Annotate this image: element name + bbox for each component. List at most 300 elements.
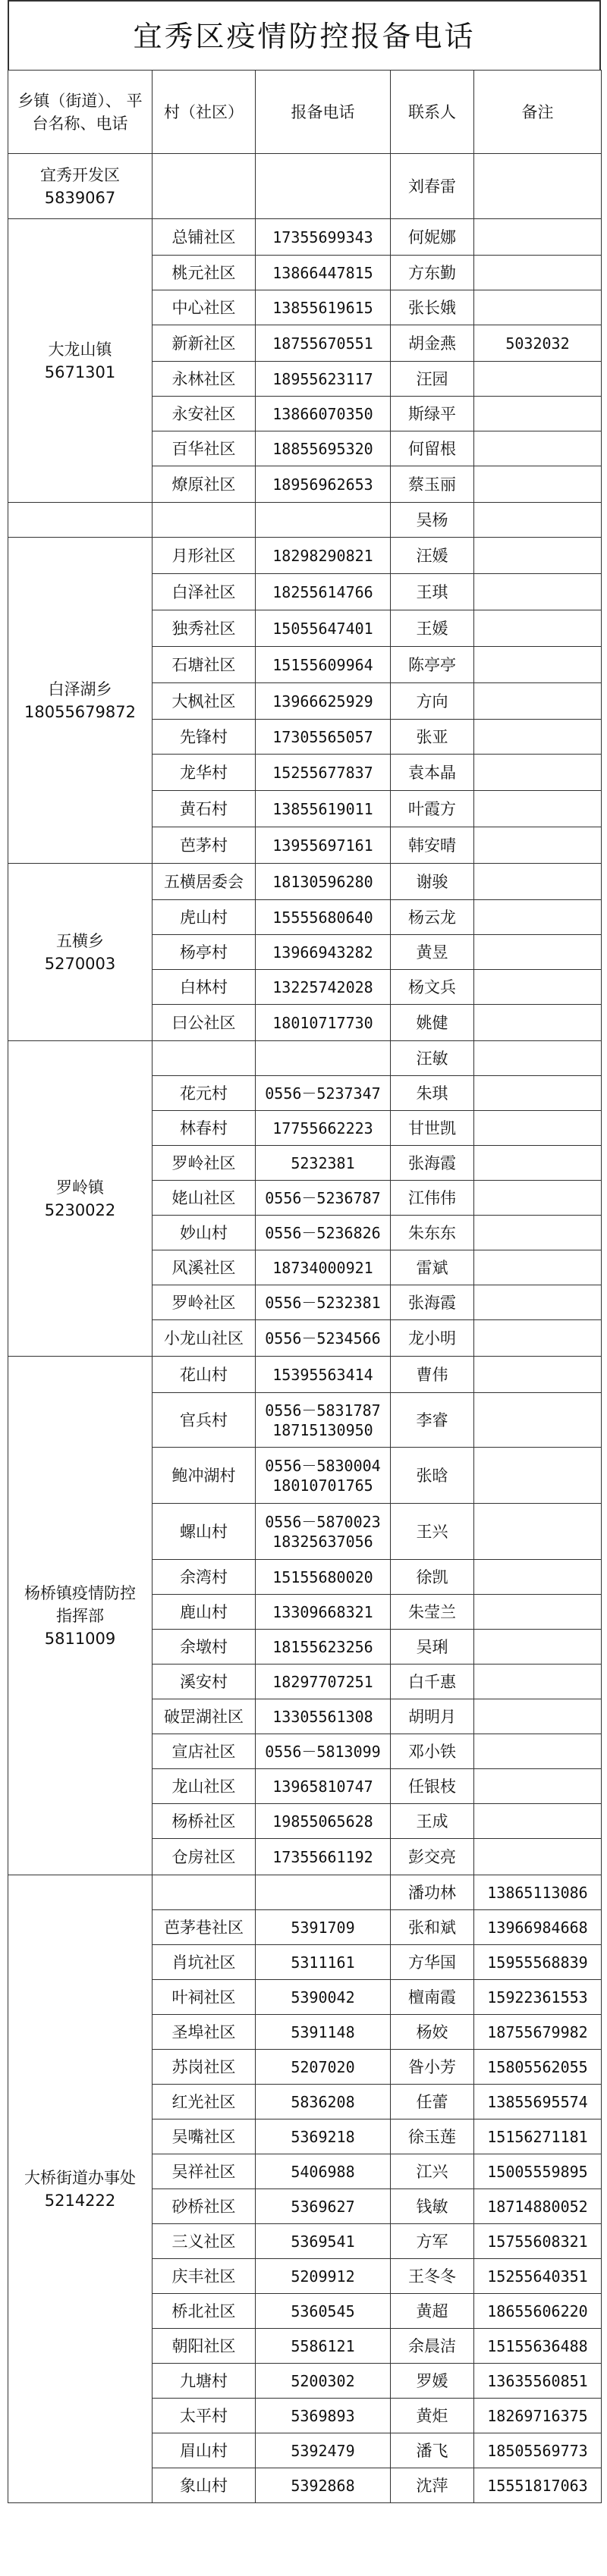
village-cell: 大枫社区	[153, 683, 256, 720]
phone-cell: 0556－5813099	[256, 1734, 391, 1769]
contact-cell: 汪园	[391, 362, 474, 397]
village-cell: 罗岭社区	[153, 1285, 256, 1320]
remark-cell: 15755608321	[474, 2224, 602, 2259]
header-town-line1: 乡镇（街道）、	[17, 91, 121, 110]
phone-line: 18325637056	[272, 1532, 373, 1551]
village-cell: 螺山村	[153, 1504, 256, 1560]
village-cell: 九塘村	[153, 2364, 256, 2399]
phone-cell: 15255677837	[256, 755, 391, 791]
dev-zone-cell	[8, 154, 153, 219]
phone-line: 0556－5870023	[265, 1512, 381, 1531]
phone-cell: 18155623256	[256, 1630, 391, 1665]
phone-cell: 18255614766	[256, 574, 391, 610]
table-row	[8, 1041, 602, 1076]
phone-cell: 0556－5236826	[256, 1216, 391, 1250]
contact-cell: 潘功林	[391, 1875, 474, 1910]
village-cell: 石塘社区	[153, 647, 256, 683]
contact-cell: 方向	[391, 683, 474, 720]
contact-cell: 胡金燕	[391, 325, 474, 362]
village-cell: 杨桥社区	[153, 1804, 256, 1839]
phone-cell: 13866447815	[256, 256, 391, 290]
contact-cell: 姚健	[391, 1005, 474, 1041]
contact-cell: 斯绿平	[391, 397, 474, 431]
contact-cell: 张长娥	[391, 290, 474, 325]
table-row	[8, 864, 602, 900]
header-remark: 备注	[474, 71, 602, 154]
remark-cell	[474, 219, 602, 256]
remark-cell: 18269716375	[474, 2399, 602, 2433]
contact-cell: 余晨洁	[391, 2329, 474, 2364]
remark-cell	[474, 256, 602, 290]
remark-cell	[474, 574, 602, 610]
table-body	[8, 219, 602, 2503]
village-cell: 象山村	[153, 2468, 256, 2503]
phone-cell: 13225742028	[256, 970, 391, 1005]
village-cell: 五横居委会	[153, 864, 256, 900]
remark-cell	[474, 1111, 602, 1146]
contact-cell: 朱东东	[391, 1216, 474, 1250]
remark-cell	[474, 290, 602, 325]
remark-cell	[474, 1005, 602, 1041]
contact-cell: 彭交亮	[391, 1839, 474, 1875]
dev-zone-row	[8, 154, 602, 219]
remark-cell	[474, 1804, 602, 1839]
remark-cell: 13865113086	[474, 1875, 602, 1910]
phone-line: 0556－5830004	[265, 1456, 381, 1475]
remark-cell	[474, 755, 602, 791]
phone-cell: 18734000921	[256, 1250, 391, 1285]
contact-cell: 方东勤	[391, 256, 474, 290]
phone-cell	[256, 1041, 391, 1076]
contact-cell: 杨姣	[391, 2015, 474, 2050]
village-cell: 吴嘴社区	[153, 2119, 256, 2154]
village-cell: 眉山村	[153, 2433, 256, 2468]
village-cell: 圣埠社区	[153, 2015, 256, 2050]
village-cell: 永安社区	[153, 397, 256, 431]
phone-cell: 5390042	[256, 1980, 391, 2015]
phone-cell: 5232381	[256, 1146, 391, 1181]
remark-cell: 15005559895	[474, 2154, 602, 2189]
village-cell: 叶祠社区	[153, 1980, 256, 2015]
phone-cell: 15555680640	[256, 900, 391, 935]
village-cell: 吴祥社区	[153, 2154, 256, 2189]
village-cell: 宣店社区	[153, 1734, 256, 1769]
village-cell: 永林社区	[153, 362, 256, 397]
village-cell: 三义社区	[153, 2224, 256, 2259]
contact-cell: 江兴	[391, 2154, 474, 2189]
contact-cell: 胡明月	[391, 1699, 474, 1734]
contact-cell: 杨文兵	[391, 970, 474, 1005]
contact-cell: 王成	[391, 1804, 474, 1839]
remark-cell: 15156271181	[474, 2119, 602, 2154]
remark-cell: 18755679982	[474, 2015, 602, 2050]
town-name-line: 大龙山镇	[48, 340, 112, 359]
town-name-line: 5230022	[44, 1200, 116, 1219]
village-cell: 花山村	[153, 1357, 256, 1393]
contact-cell: 吴杨	[391, 503, 474, 538]
table-row	[8, 538, 602, 574]
phone-cell: 0556－5236787	[256, 1181, 391, 1216]
village-cell: 燎原社区	[153, 466, 256, 503]
dev-zone-village-phone	[256, 154, 391, 219]
village-cell: 曰公社区	[153, 1005, 256, 1041]
contact-cell: 徐凯	[391, 1560, 474, 1595]
remark-cell: 18714880052	[474, 2189, 602, 2224]
phone-cell: 13866070350	[256, 397, 391, 431]
remark-cell: 13855695574	[474, 2085, 602, 2119]
contact-cell: 张亚	[391, 720, 474, 755]
village-cell: 苏岗社区	[153, 2050, 256, 2085]
village-cell: 独秀社区	[153, 610, 256, 647]
phone-cell: 19855065628	[256, 1804, 391, 1839]
remark-cell	[474, 900, 602, 935]
village-cell: 风溪社区	[153, 1250, 256, 1285]
dev-zone-contact: 刘春雷	[391, 154, 474, 219]
remark-cell	[474, 935, 602, 970]
phone-cell: 5207020	[256, 2050, 391, 2085]
remark-cell	[474, 1320, 602, 1357]
remark-cell	[474, 503, 602, 538]
phone-cell: 5369893	[256, 2399, 391, 2433]
remark-cell: 13966984668	[474, 1910, 602, 1945]
town-name-line: 18055679872	[24, 702, 136, 721]
village-cell: 破罡湖社区	[153, 1699, 256, 1734]
contact-cell: 罗媛	[391, 2364, 474, 2399]
remark-cell	[474, 1769, 602, 1804]
phone-cell: 5200302	[256, 2364, 391, 2399]
remark-cell	[474, 431, 602, 466]
contact-cell: 江伟伟	[391, 1181, 474, 1216]
phone-cell	[256, 1393, 391, 1448]
phone-cell: 5392479	[256, 2433, 391, 2468]
village-cell: 花元村	[153, 1076, 256, 1111]
contact-cell: 谢骏	[391, 864, 474, 900]
phone-cell: 5369627	[256, 2189, 391, 2224]
phone-cell: 18010717730	[256, 1005, 391, 1041]
remark-cell	[474, 1839, 602, 1875]
phone-cell: 18956962653	[256, 466, 391, 503]
contact-cell: 钱敏	[391, 2189, 474, 2224]
phone-cell	[256, 1504, 391, 1560]
remark-cell	[474, 683, 602, 720]
contact-cell: 邓小铁	[391, 1734, 474, 1769]
contact-cell: 韩安晴	[391, 827, 474, 864]
remark-cell	[474, 1181, 602, 1216]
dev-zone-phone: 5839067	[44, 188, 116, 207]
remark-cell	[474, 1560, 602, 1595]
village-cell: 砂桥社区	[153, 2189, 256, 2224]
remark-cell	[474, 647, 602, 683]
phone-cell: 18298290821	[256, 538, 391, 574]
village-cell: 总铺社区	[153, 219, 256, 256]
contact-cell: 王冬冬	[391, 2259, 474, 2294]
remark-cell: 5032032	[474, 325, 602, 362]
contact-cell: 黄超	[391, 2294, 474, 2329]
contact-cell: 王媛	[391, 610, 474, 647]
phone-cell: 17355699343	[256, 219, 391, 256]
table-row	[8, 1357, 602, 1393]
contact-cell: 方军	[391, 2224, 474, 2259]
village-cell: 林春村	[153, 1111, 256, 1146]
phone-cell: 13955697161	[256, 827, 391, 864]
remark-cell: 18655606220	[474, 2294, 602, 2329]
phone-cell: 0556－5232381	[256, 1285, 391, 1320]
phone-cell: 18955623117	[256, 362, 391, 397]
village-cell: 龙华村	[153, 755, 256, 791]
contact-cell: 朱莹兰	[391, 1595, 474, 1630]
village-cell: 余墩村	[153, 1630, 256, 1665]
village-cell: 肖坑社区	[153, 1945, 256, 1980]
phone-cell: 5209912	[256, 2259, 391, 2294]
remark-cell: 15922361553	[474, 1980, 602, 2015]
contact-cell: 蔡玉丽	[391, 466, 474, 503]
town-name-line: 5811009	[44, 1629, 116, 1648]
contact-cell: 袁本晶	[391, 755, 474, 791]
remark-cell	[474, 1041, 602, 1076]
village-cell: 白泽社区	[153, 574, 256, 610]
town-name-line: 大桥街道办事处	[24, 2168, 136, 2187]
town-name-line: 5671301	[44, 362, 116, 381]
remark-cell	[474, 610, 602, 647]
dev-zone-remark	[474, 154, 602, 219]
remark-cell	[474, 791, 602, 827]
phone-cell: 5586121	[256, 2329, 391, 2364]
village-cell: 芭茅村	[153, 827, 256, 864]
village-cell: 新新社区	[153, 325, 256, 362]
town-cell	[8, 219, 153, 503]
table-row	[8, 503, 602, 538]
phone-cell: 5391148	[256, 2015, 391, 2050]
town-cell	[8, 864, 153, 1041]
town-name-line: 白泽湖乡	[48, 679, 112, 698]
contact-table	[8, 70, 602, 2503]
contact-cell: 黄炬	[391, 2399, 474, 2433]
remark-cell	[474, 1393, 602, 1448]
contact-cell: 汪媛	[391, 538, 474, 574]
village-cell: 中心社区	[153, 290, 256, 325]
remark-cell	[474, 970, 602, 1005]
phone-cell	[256, 1875, 391, 1910]
contact-cell: 曹伟	[391, 1357, 474, 1393]
phone-cell: 0556－5237347	[256, 1076, 391, 1111]
contact-cell: 甘世凯	[391, 1111, 474, 1146]
contact-cell: 张海霞	[391, 1146, 474, 1181]
village-cell: 桥北社区	[153, 2294, 256, 2329]
village-cell: 鲍冲湖村	[153, 1448, 256, 1504]
remark-cell	[474, 720, 602, 755]
dev-zone-village	[153, 154, 256, 219]
phone-cell: 18297707251	[256, 1665, 391, 1699]
town-cell	[8, 1357, 153, 1875]
remark-cell: 15805562055	[474, 2050, 602, 2085]
contact-cell: 龙小明	[391, 1320, 474, 1357]
phone-cell: 13966943282	[256, 935, 391, 970]
header-town-line2: 平台名称、电话	[32, 91, 143, 133]
contact-cell: 黄昱	[391, 935, 474, 970]
remark-cell	[474, 362, 602, 397]
contact-cell: 白千惠	[391, 1665, 474, 1699]
village-cell: 百华社区	[153, 431, 256, 466]
remark-cell	[474, 538, 602, 574]
phone-cell: 15155680020	[256, 1560, 391, 1595]
village-cell: 龙山社区	[153, 1769, 256, 1804]
contact-cell: 潘飞	[391, 2433, 474, 2468]
table-row	[8, 1875, 602, 1910]
header-village: 村（社区）	[153, 71, 256, 154]
phone-cell: 15055647401	[256, 610, 391, 647]
village-cell: 鹿山村	[153, 1595, 256, 1630]
contact-cell: 沈萍	[391, 2468, 474, 2503]
phone-cell: 5360545	[256, 2294, 391, 2329]
phone-cell: 5392868	[256, 2468, 391, 2503]
contact-cell: 吴琍	[391, 1630, 474, 1665]
phone-cell: 17305565057	[256, 720, 391, 755]
remark-cell	[474, 1357, 602, 1393]
town-name-line: 指挥部	[56, 1606, 104, 1625]
contact-cell: 雷斌	[391, 1250, 474, 1285]
town-cell	[8, 503, 153, 538]
remark-cell	[474, 1448, 602, 1504]
phone-cell: 5369541	[256, 2224, 391, 2259]
town-cell	[8, 1041, 153, 1357]
town-name-line: 5214222	[44, 2191, 116, 2210]
contact-cell: 张海霞	[391, 1285, 474, 1320]
village-cell: 官兵村	[153, 1393, 256, 1448]
remark-cell	[474, 827, 602, 864]
village-cell: 姥山社区	[153, 1181, 256, 1216]
contact-cell: 朱琪	[391, 1076, 474, 1111]
remark-cell	[474, 1076, 602, 1111]
town-name-line: 杨桥镇疫情防控	[24, 1583, 136, 1602]
phone-line: 18715130950	[272, 1420, 373, 1439]
remark-cell	[474, 1595, 602, 1630]
header-phone: 报备电话	[256, 71, 391, 154]
village-cell: 虎山村	[153, 900, 256, 935]
phone-cell: 13855619615	[256, 290, 391, 325]
contact-cell: 徐玉莲	[391, 2119, 474, 2154]
phone-cell	[256, 503, 391, 538]
remark-cell	[474, 1216, 602, 1250]
contact-cell: 叶霞方	[391, 791, 474, 827]
phone-line: 18010701765	[272, 1476, 373, 1495]
phone-cell: 5836208	[256, 2085, 391, 2119]
village-cell	[153, 1875, 256, 1910]
phone-cell: 5369218	[256, 2119, 391, 2154]
contact-cell: 张晗	[391, 1448, 474, 1504]
phone-cell: 18855695320	[256, 431, 391, 466]
village-cell: 庆丰社区	[153, 2259, 256, 2294]
dev-zone-name: 宜秀开发区	[40, 165, 120, 184]
contact-cell: 何留根	[391, 431, 474, 466]
village-cell: 杨亭村	[153, 935, 256, 970]
village-cell: 太平村	[153, 2399, 256, 2433]
remark-cell	[474, 1146, 602, 1181]
contact-cell: 任银枝	[391, 1769, 474, 1804]
phone-line: 0556－5831787	[265, 1401, 381, 1420]
contact-cell: 汪敏	[391, 1041, 474, 1076]
remark-cell	[474, 1734, 602, 1769]
village-cell: 朝阳社区	[153, 2329, 256, 2364]
remark-cell: 15551817063	[474, 2468, 602, 2503]
village-cell: 黄石村	[153, 791, 256, 827]
remark-cell	[474, 1250, 602, 1285]
remark-cell	[474, 1699, 602, 1734]
phone-cell: 17355661192	[256, 1839, 391, 1875]
village-cell: 红光社区	[153, 2085, 256, 2119]
phone-cell: 13855619011	[256, 791, 391, 827]
remark-cell	[474, 1504, 602, 1560]
village-cell: 先锋村	[153, 720, 256, 755]
remark-cell: 15155636488	[474, 2329, 602, 2364]
village-cell	[153, 503, 256, 538]
village-cell: 月形社区	[153, 538, 256, 574]
phone-cell: 18755670551	[256, 325, 391, 362]
remark-cell	[474, 1630, 602, 1665]
village-cell: 妙山村	[153, 1216, 256, 1250]
village-cell: 芭茅巷社区	[153, 1910, 256, 1945]
contact-cell: 何妮娜	[391, 219, 474, 256]
page-title: 宜秀区疫情防控报备电话	[8, 0, 601, 70]
remark-cell	[474, 1285, 602, 1320]
remark-cell	[474, 397, 602, 431]
village-cell: 溪安村	[153, 1665, 256, 1699]
contact-cell: 王兴	[391, 1504, 474, 1560]
remark-cell: 13635560851	[474, 2364, 602, 2399]
village-cell: 白林村	[153, 970, 256, 1005]
contact-cell: 檀南霞	[391, 1980, 474, 2015]
table-row	[8, 219, 602, 256]
phone-cell: 13305561308	[256, 1699, 391, 1734]
phone-cell	[256, 1448, 391, 1504]
contact-cell: 张和斌	[391, 1910, 474, 1945]
village-cell: 罗岭社区	[153, 1146, 256, 1181]
phone-cell: 17755662223	[256, 1111, 391, 1146]
village-cell	[153, 1041, 256, 1076]
phone-cell: 18130596280	[256, 864, 391, 900]
phone-cell: 15155609964	[256, 647, 391, 683]
phone-cell: 13309668321	[256, 1595, 391, 1630]
header-contact: 联系人	[391, 71, 474, 154]
village-cell: 余湾村	[153, 1560, 256, 1595]
remark-cell	[474, 1665, 602, 1699]
remark-cell	[474, 864, 602, 900]
phone-cell: 15395563414	[256, 1357, 391, 1393]
remark-cell: 15955568839	[474, 1945, 602, 1980]
table-header-row	[8, 71, 602, 154]
phone-cell: 0556－5234566	[256, 1320, 391, 1357]
remark-cell: 18505569773	[474, 2433, 602, 2468]
phone-cell: 13965810747	[256, 1769, 391, 1804]
contact-cell: 王琪	[391, 574, 474, 610]
contact-cell: 昝小芳	[391, 2050, 474, 2085]
contact-cell: 任蕾	[391, 2085, 474, 2119]
town-cell	[8, 538, 153, 864]
header-town	[8, 71, 153, 154]
phone-cell: 5406988	[256, 2154, 391, 2189]
phone-cell: 5311161	[256, 1945, 391, 1980]
remark-cell	[474, 466, 602, 503]
contact-cell: 方华国	[391, 1945, 474, 1980]
town-name-line: 5270003	[44, 954, 116, 973]
village-cell: 桃元社区	[153, 256, 256, 290]
phone-cell: 13966625929	[256, 683, 391, 720]
contact-cell: 李睿	[391, 1393, 474, 1448]
contact-cell: 杨云龙	[391, 900, 474, 935]
town-name-line: 五横乡	[56, 931, 104, 950]
phone-cell: 5391709	[256, 1910, 391, 1945]
remark-cell: 15255640351	[474, 2259, 602, 2294]
village-cell: 小龙山社区	[153, 1320, 256, 1357]
